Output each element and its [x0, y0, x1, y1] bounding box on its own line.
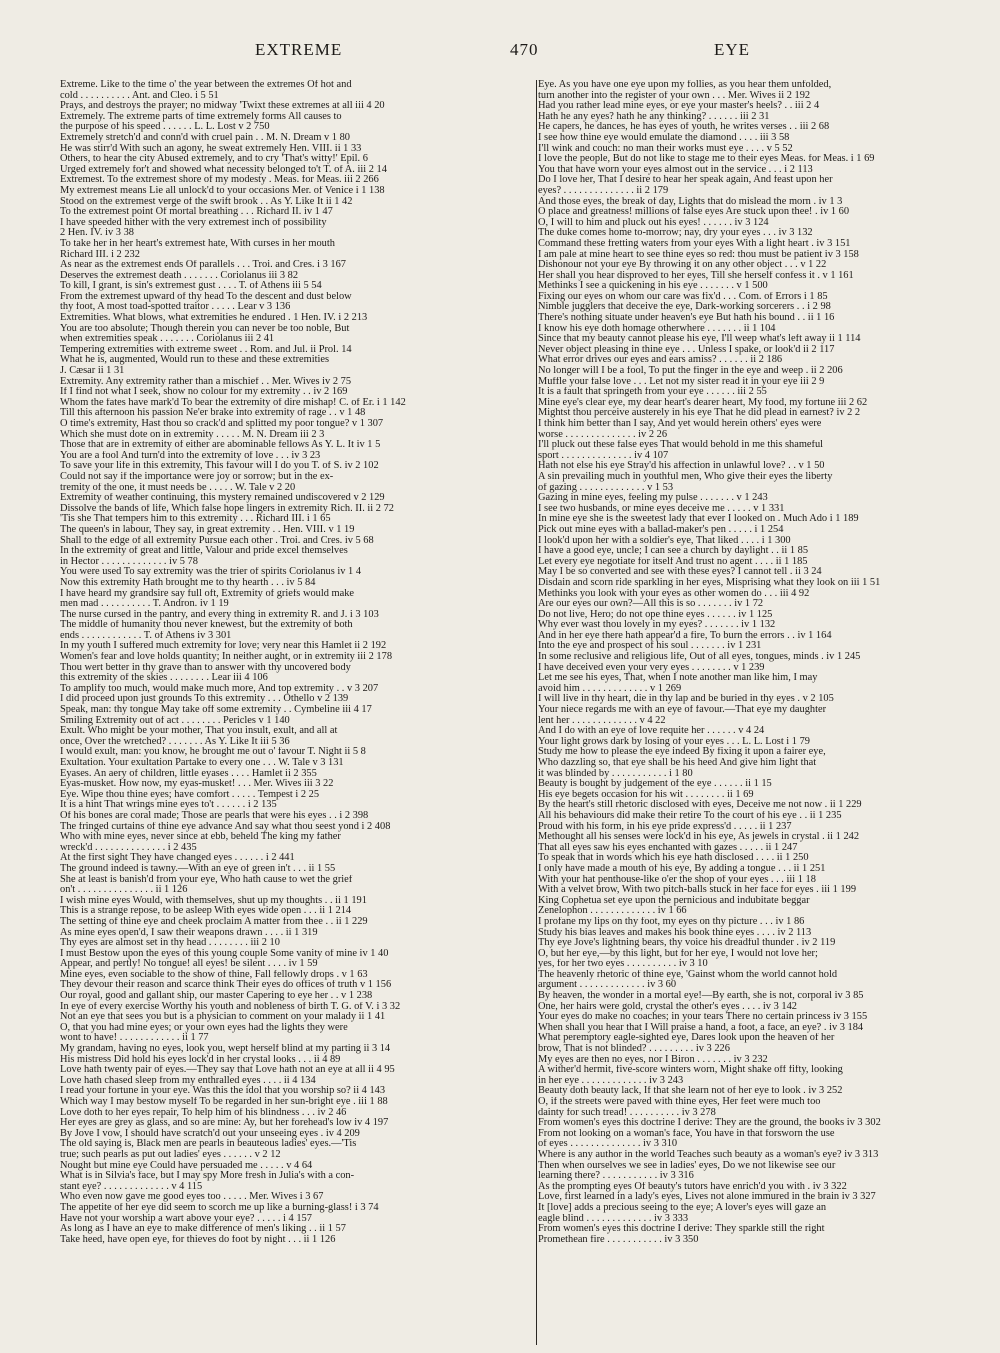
concordance-line: As near as the extremest ends Of parallels . . . Troi. and Cres. i 3 167: [60, 260, 346, 271]
concordance-line: Study me how to please the eye indeed By fixing it upon a fairer eye,: [538, 747, 826, 758]
concordance-line: true; such pearls as put out ladies' eyes . . . . . . v 2 12: [60, 1149, 281, 1160]
concordance-line: With your hat penthouse-like o'er the shop of your eyes . . . iii 1 18: [538, 874, 816, 885]
concordance-line: One, her hairs were gold, crystal the other's eyes . . . . iv 3 142: [538, 1001, 797, 1012]
concordance-line: To save your life in this extremity, This favour will I do you T. of S. iv 2 102: [60, 461, 379, 472]
concordance-line: Extremity. Any extremity rather than a mischief . . Mer. Wives iv 2 75: [60, 376, 352, 387]
concordance-line: the purpose of his speed . . . . . . L. L. Lost v 2 750: [60, 122, 270, 133]
concordance-line: Till this afternoon his passion Ne'er brake into extremity of rage . . v 1 48: [60, 408, 366, 419]
concordance-line: argument . . . . . . . . . . . . . iv 3 60: [538, 980, 677, 991]
concordance-line: The fringed curtains of thine eye advance And say what thou seest yond i 2 408: [60, 821, 391, 832]
concordance-line: it was blinded by . . . . . . . . . . . i 1 80: [538, 768, 693, 779]
concordance-line: It [love] adds a precious seeing to the eye; A lover's eyes will gaze an: [538, 1202, 827, 1213]
concordance-line: of gazing . . . . . . . . . . . . . v 1 53: [538, 482, 674, 493]
concordance-line: He capers, he dances, he has eyes of youth, he writes verses . . iii 2 68: [538, 122, 830, 133]
concordance-line: eyes? . . . . . . . . . . . . . . ii 2 179: [538, 185, 669, 196]
concordance-line: Deserves the extremest death . . . . . . . Coriolanus iii 3 82: [60, 270, 299, 281]
concordance-line: worse . . . . . . . . . . . . . . iv 2 26: [538, 429, 668, 440]
concordance-line: Extremity of weather continuing, this mystery remained undiscovered v 2 129: [60, 493, 385, 504]
concordance-line: King Cophetua set eye upon the pernicious and indubitate beggar: [538, 895, 810, 906]
concordance-line: Methinks you look with your eyes as other women do . . . iii 4 92: [538, 588, 810, 599]
concordance-line: It is a hint That wrings mine eyes to't . . . . . . i 2 135: [60, 800, 277, 811]
concordance-line: By heaven, the wonder in a mortal eye!—By earth, she is not, corporal iv 3 85: [538, 991, 864, 1002]
concordance-line: Your eyes do make no coaches; in your tears There no certain princess iv 3 155: [538, 1012, 868, 1023]
concordance-line: Urged extremely for't and showed what necessity belonged to't T. of A. iii 2 14: [60, 164, 387, 175]
concordance-line: Who even now gave me good eyes too . . . . . Mer. Wives i 3 67: [60, 1192, 324, 1203]
concordance-line: From women's eyes this doctrine I derive: They are the ground, the books iv 3 302: [538, 1118, 881, 1129]
concordance-line: When shall you hear that I Will praise a hand, a foot, a face, an eye? . iv 3 184: [538, 1022, 864, 1033]
concordance-line: The heavenly rhetoric of thine eye, 'Gainst whom the world cannot hold: [538, 969, 838, 980]
concordance-line: Those that are in extremity of either are abominable fellows As Y. L. It iv 1 5: [60, 440, 381, 451]
concordance-line: Command these fretting waters from your eyes With a light heart . iv 3 151: [538, 238, 851, 249]
concordance-line: His eye begets occasion for his wit . . . . . . . . ii 1 69: [538, 789, 754, 800]
concordance-line: Then when ourselves we see in ladies' eyes, Do we not likewise see our: [538, 1160, 836, 1171]
concordance-line: Richard III. i 2 232: [60, 249, 140, 260]
concordance-line: on't . . . . . . . . . . . . . . . ii 1 126: [60, 885, 188, 896]
concordance-line: Your light grows dark by losing of your eyes . . . L. L. Lost i 1 79: [538, 736, 810, 747]
concordance-line: lent her . . . . . . . . . . . . . v 4 22: [538, 715, 666, 726]
concordance-line: You are a fool And turn'd into the extremity of love . . . iv 3 23: [60, 450, 321, 461]
concordance-line: wont to have! . . . . . . . . . . . . ii 1 77: [60, 1033, 209, 1044]
concordance-line: Others, to hear the city Abused extremely, and to cry 'That's witty!' Epil. 6: [60, 154, 368, 165]
concordance-line: I have heard my grandsire say full oft, Extremity of griefs would make: [60, 588, 355, 599]
concordance-line: I see two husbands, or mine eyes deceive me . . . . . v 1 331: [538, 503, 785, 514]
concordance-line: Love doth to her eyes repair, To help him of his blindness . . . iv 2 46: [60, 1107, 347, 1118]
concordance-line: To speak that in words which his eye hath disclosed . . . . ii 1 250: [538, 853, 809, 864]
concordance-line: And those eyes, the break of day, Lights that do mislead the morn . iv 1 3: [538, 196, 843, 207]
concordance-line: Extremities. What blows, what extremities he endured . 1 Hen. IV. i 2 213: [60, 313, 368, 324]
concordance-line: I have a good eye, uncle; I can see a church by daylight . . ii 1 85: [538, 546, 809, 557]
concordance-line: Why ever wast thou lovely in my eyes? . . . . . . . iv 1 132: [538, 620, 776, 631]
concordance-line: No longer will I be a fool, To put the finger in the eye and weep . ii 2 206: [538, 366, 843, 377]
concordance-line: Who with mine eyes, never since at ebb, beheld The king my father: [60, 832, 341, 843]
concordance-line: Women's fear and love holds quantity; In neither aught, or in extremity iii 2 178: [60, 652, 393, 663]
concordance-line: I'll pluck out these false eyes That would behold in me this shameful: [538, 440, 824, 451]
concordance-line: Extremest. To the extremest shore of my modesty . Meas. for Meas. iii 2 266: [60, 175, 379, 186]
concordance-line: You that have worn your eyes almost out in the service . . . i 2 113: [538, 164, 813, 175]
concordance-line: Love hath chased sleep from my enthralled eyes . . . . ii 4 134: [60, 1075, 316, 1086]
concordance-line: By the heart's still rhetoric disclosed with eyes, Deceive me not now . ii 1 229: [538, 800, 862, 811]
concordance-line: Gazing in mine eyes, feeling my pulse . . . . . . . v 1 243: [538, 493, 768, 504]
concordance-line: To kill, I grant, is sin's extremest gust . . . . T. of Athens iii 5 54: [60, 281, 322, 292]
concordance-line: Appear, and pertly! No tongue! all eyes! be silent . . . . iv 1 59: [60, 959, 318, 970]
concordance-line: With a velvet brow, With two pitch-balls stuck in her face for eyes . iii 1 199: [538, 885, 857, 896]
concordance-line: Stood on the extremest verge of the swift brook . . As Y. Like It ii 1 42: [60, 196, 353, 207]
concordance-line: Pick out mine eyes with a ballad-maker's pen . . . . . i 1 254: [538, 524, 784, 535]
concordance-line: of eyes . . . . . . . . . . . . . . iv 3 310: [538, 1139, 678, 1150]
concordance-line: Our royal, good and gallant ship, our master Capering to eye her . . v 1 238: [60, 991, 373, 1002]
concordance-line: There's nothing situate under heaven's eye But hath his bound . . ii 1 16: [538, 313, 835, 324]
concordance-line: Had you rather lead mine eyes, or eye your master's heels? . . iii 2 4: [538, 101, 820, 112]
concordance-line: Beauty is bought by judgement of the eye . . . . . . ii 1 15: [538, 779, 772, 790]
concordance-line: Methought all his senses were lock'd in his eye, As jewels in crystal . ii 1 242: [538, 832, 860, 843]
concordance-line: 'Tis she That tempers him to this extremity . . . Richard III. i 1 65: [60, 514, 331, 525]
concordance-line: Do I love her, That I desire to hear her speak again, And feast upon her: [538, 175, 833, 186]
concordance-line: Speak, man: thy tongue May take off some extremity . . Cymbeline iii 4 17: [60, 705, 372, 716]
concordance-line: Thou wert better in thy grave than to answer with thy uncovered body: [60, 662, 351, 673]
concordance-line: I only have made a mouth of his eye, By adding a tongue . . . ii 1 251: [538, 863, 826, 874]
concordance-line: I'll wink and couch: no man their works must eye . . . . v 5 52: [538, 143, 793, 154]
concordance-line: Love, first learned in a lady's eyes, Lives not alone immured in the brain iv 3 327: [538, 1192, 876, 1203]
concordance-line: Thy eyes are almost set in thy head . . . . . . . . iii 2 10: [60, 938, 280, 949]
concordance-line: I love the people, But do not like to stage me to their eyes Meas. for Meas. i 1 69: [538, 154, 875, 165]
concordance-line: What peremptory eagle-sighted eye, Dares look upon the heaven of her: [538, 1033, 835, 1044]
concordance-line: Dishonour not your eye By throwing it on any other object . . . v 1 22: [538, 260, 827, 271]
concordance-line: Mightst thou perceive austerely in his eye That he did plead in earnest? iv 2 2: [538, 408, 861, 419]
page-number: 470: [510, 40, 539, 59]
concordance-line: Whom the fates have mark'd To bear the extremity of dire mishap! C. of Er. i 1 142: [60, 397, 406, 408]
concordance-line: Eyases. An aery of children, little eyases . . . . Hamlet ii 2 355: [60, 768, 317, 779]
concordance-line: The setting of thine eye and cheek proclaim A matter from thee . . ii 1 229: [60, 916, 368, 927]
concordance-line: To take her in her heart's extremest hate, With curses in her mouth: [60, 238, 335, 249]
concordance-line: I must Bestow upon the eyes of this young couple Some vanity of mine iv 1 40: [60, 948, 389, 959]
concordance-line: Eyas-musket. How now, my eyas-musket! . . . Mer. Wives iii 3 22: [60, 779, 334, 790]
concordance-line: Promethean fire . . . . . . . . . . . iv 3 350: [538, 1234, 699, 1245]
concordance-line: My grandam, having no eyes, look you, wept herself blind at my parting ii 3 14: [60, 1044, 391, 1055]
concordance-line: Disdain and scorn ride sparkling in her eyes, Misprising what they look on iii 1 51: [538, 577, 881, 588]
columns: [60, 80, 950, 1345]
concordance-line: Hath he any eyes? hath he any thinking? . . . . . . iii 2 31: [538, 111, 770, 122]
concordance-line: The middle of humanity thou never knewest, but the extremity of both: [60, 620, 353, 631]
concordance-line: stant eye? . . . . . . . . . . . . . v 4 115: [60, 1181, 203, 1192]
concordance-line: As the prompting eyes Of beauty's tutors have enrich'd you with . iv 3 322: [538, 1181, 847, 1192]
concordance-line: My extremest means Lie all unlock'd to your occasions Mer. of Venice i 1 138: [60, 185, 385, 196]
concordance-line: Mine eyes, even sociable to the show of thine, Fall fellowly drops . v 1 63: [60, 969, 368, 980]
concordance-line: in Hector . . . . . . . . . . . . . iv 5 78: [60, 556, 198, 567]
concordance-line: Tempering extremities with extreme sweet . . Rom. and Jul. ii Prol. 14: [60, 344, 352, 355]
concordance-line: Are our eyes our own?—All this is so . . . . . . . iv 1 72: [538, 599, 764, 610]
concordance-line: This is a strange repose, to be asleep With eyes wide open . . . ii 1 214: [60, 906, 352, 917]
concordance-line: Which she must dote on in extremity . . . . . M. N. Dream iii 2 3: [60, 429, 325, 440]
concordance-line: Exult. Who might be your mother, That you insult, exult, and all at: [60, 726, 338, 737]
concordance-line: In some reclusive and religious life, Out of all eyes, tongues, minds . iv 1 245: [538, 652, 861, 663]
concordance-line: In eye of every exercise Worthy his youth and nobleness of birth T. G. of V. i 3 32: [60, 1001, 401, 1012]
concordance-line: wreck'd . . . . . . . . . . . . . . i 2 435: [60, 842, 197, 853]
concordance-line: Let every eye negotiate for itself And trust no agent . . . . ii 1 185: [538, 556, 808, 567]
concordance-line: O place and greatness! millions of false eyes Are stuck upon thee! . iv 1 60: [538, 207, 850, 218]
concordance-line: Love hath twenty pair of eyes.—They say that Love hath not an eye at all ii 4 95: [60, 1065, 395, 1076]
concordance-line: All his behaviours did make their retire To the court of his eye . . ii 1 235: [538, 810, 842, 821]
concordance-line: Extremely stretch'd and conn'd with cruel pain . . M. N. Dream v 1 80: [60, 132, 350, 143]
concordance-line: Nought but mine eye Could have persuaded me . . . . . v 4 64: [60, 1160, 313, 1171]
concordance-line: The ground indeed is tawny.—With an eye of green in't . . . ii 1 55: [60, 863, 336, 874]
concordance-line: I read your fortune in your eye. Was this the idol that you worship so? ii 4 143: [60, 1086, 386, 1097]
concordance-line: Methinks I see a quickening in his eye . . . . . . . v 1 500: [538, 281, 768, 292]
concordance-line: If I find not what I seek, show no colour for my extremity . . iv 2 169: [60, 387, 348, 398]
concordance-line: They devour their reason and scarce think Their eyes do offices of truth v 1 156: [60, 980, 392, 991]
concordance-line: dainty for such tread! . . . . . . . . . . iv 3 278: [538, 1107, 716, 1118]
left-column: [60, 80, 532, 1345]
concordance-line: O, but her eye,—by this light, but for her eye, I would not love her;: [538, 948, 818, 959]
concordance-line: Proud with his form, in his eye pride express'd . . . . . ii 1 237: [538, 821, 792, 832]
concordance-line: In the extremity of great and little, Valour and pride excel themselves: [60, 546, 348, 557]
concordance-line: Your niece regards me with an eye of favour.—That eye my daughter: [538, 705, 827, 716]
concordance-line: You are too absolute; Though therein you can never be too noble, But: [60, 323, 350, 334]
concordance-line: O, I will to him and pluck out his eyes! . . . . . . iv 3 124: [538, 217, 769, 228]
concordance-line: To the extremest point Of mortal breathing . . . Richard II. iv 1 47: [60, 207, 333, 218]
right-column: [538, 80, 950, 1345]
concordance-line: Which way I may bestow myself To be regarded in her sun-bright eye . iii 1 88: [60, 1097, 388, 1107]
concordance-line: As mine eyes open'd, I saw their weapons drawn . . . . ii 1 319: [60, 927, 318, 938]
concordance-line: I would exult, man: you know, he brought me out o' favour T. Night ii 5 8: [60, 747, 366, 758]
concordance-line: Her eyes are grey as glass, and so are mine: Ay, but her forehead's low iv 4 197: [60, 1118, 389, 1129]
concordance-line: sport . . . . . . . . . . . . . . iv 4 107: [538, 450, 669, 461]
page-header: [60, 40, 940, 70]
concordance-line: By Jove I vow, I should have scratch'd out your unseeing eyes . iv 4 209: [60, 1128, 360, 1139]
concordance-line: J. Cæsar ii 1 31: [60, 366, 125, 377]
concordance-line: Where is any author in the world Teaches such beauty as a woman's eye? iv 3 313: [538, 1149, 879, 1160]
concordance-line: I profane my lips on thy foot, my eyes on thy picture . . . iv 1 86: [538, 916, 805, 927]
concordance-line: Extreme. Like to the time o' the year between the extremes Of hot and: [60, 80, 352, 90]
concordance-line: eagle blind . . . . . . . . . . . . . iv 3 333: [538, 1213, 689, 1224]
concordance-line: The duke comes home to-morrow; nay, dry your eyes . . . iv 3 132: [538, 228, 813, 239]
concordance-line: I did proceed upon just grounds To this extremity . . . Othello v 2 139: [60, 694, 349, 705]
concordance-line: What he is, augmented, Would run to these and these extremities: [60, 355, 330, 366]
concordance-line: Let me see his eyes, That, when I note another man like him, I may: [538, 673, 818, 684]
concordance-line: May I be so converted and see with these eyes? I cannot tell . ii 3 24: [538, 567, 822, 578]
concordance-line: Take heed, have open eye, for thieves do foot by night . . . ii 1 126: [60, 1234, 336, 1245]
concordance-line: thy foot, A most toad-spotted traitor . . . . . Lear v 3 136: [60, 302, 291, 313]
concordance-line: You were used To say extremity was the trier of spirits Coriolanus iv 1 4: [60, 567, 362, 578]
concordance-line: Her shall you hear disproved to her eyes, Till she herself confess it . v 1 161: [538, 270, 854, 281]
concordance-line: The appetite of her eye did seem to scorch me up like a burning-glass! i 3 74: [60, 1202, 379, 1213]
concordance-line: ends . . . . . . . . . . . . T. of Athens iv 3 301: [60, 630, 232, 641]
concordance-line: And I do with an eye of love requite her . . . . . . v 4 24: [538, 726, 765, 737]
concordance-line: A wither'd hermit, five-score winters worn, Might shake off fifty, looking: [538, 1065, 843, 1076]
concordance-line: To amplify too much, would make much more, And top extremity . . v 3 207: [60, 683, 379, 694]
concordance-line: I see how thine eye would emulate the diamond . . . . iii 3 58: [538, 132, 790, 143]
left-guide-word: EXTREME: [255, 40, 343, 59]
concordance-line: Study his bias leaves and makes his book thine eyes . . . . iv 2 113: [538, 927, 812, 938]
concordance-line: The nurse cursed in the pantry, and every thing in extremity R. and J. i 3 103: [60, 609, 379, 620]
concordance-line: The queen's in labour, They say, in great extremity . . Hen. VIII. v 1 19: [60, 524, 355, 535]
concordance-line: The old saying is, Black men are pearls in beauteous ladies' eyes.—'Tis: [60, 1139, 357, 1150]
concordance-line: I have deceived even your very eyes . . . . . . . . v 1 239: [538, 662, 765, 673]
concordance-line: I wish mine eyes Would, with themselves, shut up my thoughts . . ii 1 191: [60, 895, 367, 906]
concordance-line: avoid him . . . . . . . . . . . . . v 1 269: [538, 683, 682, 694]
concordance-line: As long as I have an eye to make difference of men's liking . . ii 1 57: [60, 1224, 346, 1235]
concordance-line: Have not your worship a wart above your eye? . . . . . i 4 157: [60, 1213, 312, 1224]
concordance-line: Into the eye and prospect of his soul . . . . . . . iv 1 231: [538, 641, 762, 652]
concordance-line: this extremity of the skies . . . . . . . . Lear iii 4 106: [60, 673, 268, 684]
concordance-line: Could not say if the importance were joy or sorrow; but in the ex-: [60, 471, 334, 482]
concordance-line: men mad . . . . . . . . . . T. Andron. iv 1 19: [60, 599, 229, 610]
concordance-line: Who dazzling so, that eye shall be his heed And give him light that: [538, 758, 817, 768]
concordance-line: I think him better than I say, And yet would herein others' eyes were: [538, 419, 822, 429]
right-guide-word: EYE: [713, 40, 750, 59]
concordance-line: His mistress Did hold his eyes lock'd in her crystal looks . . . ii 4 89: [60, 1054, 341, 1065]
concordance-line: From the extremest upward of thy head To the descent and dust below: [60, 291, 352, 302]
concordance-line: What is in Silvia's face, but I may spy More fresh in Julia's with a con-: [60, 1171, 355, 1182]
concordance-line: Dissolve the bands of life, Which false hope lingers in extremity Rich. II. ii 2 72: [60, 503, 394, 514]
concordance-line: Smiling Extremity out of act . . . . . . . . Pericles v 1 140: [60, 715, 290, 726]
concordance-line: when extremities speak . . . . . . . Coriolanus iii 2 41: [60, 334, 275, 345]
concordance-line: In mine eye she is the sweetest lady that ever I looked on . Much Ado i 1 189: [538, 514, 859, 525]
concordance-line: I look'd upon her with a soldier's eye, That liked . . . . i 1 300: [538, 535, 791, 546]
concordance-line: Fixing our eyes on whom our care was fix'd . . . Com. of Errors i 1 85: [538, 291, 828, 302]
concordance-line: turn another into the register of your own . . . Mer. Wives ii 2 192: [538, 90, 811, 101]
concordance-line: And in her eye there hath appear'd a fire, To burn the errors . . iv 1 164: [538, 630, 832, 641]
concordance-line: Extremely. The extreme parts of time extremely forms All causes to: [60, 111, 342, 122]
concordance-line: That all eyes saw his eyes enchanted with gazes . . . . . ii 1 247: [538, 842, 798, 853]
concordance-line: O, that you had mine eyes; or your own eyes had the lights they were: [60, 1022, 348, 1033]
concordance-line: Muffle your false love . . . Let not my sister read it in your eye iii 2 9: [538, 376, 825, 387]
concordance-line: He was stirr'd With such an agony, he sweat extremely Hen. VIII. ii 1 33: [60, 143, 362, 154]
concordance-line: in her eye . . . . . . . . . . . . . iv 3 243: [538, 1075, 684, 1086]
concordance-line: A sin prevailing much in youthful men, Who give their eyes the liberty: [538, 471, 833, 482]
concordance-line: Now this extremity Hath brought me to thy hearth . . . iv 5 84: [60, 577, 316, 588]
concordance-line: In my youth I suffered much extremity for love; very near this Hamlet ii 2 192: [60, 641, 387, 652]
concordance-line: Not an eye that sees you but is a physician to comment on your malady ii 1 41: [60, 1012, 386, 1023]
concordance-line: Eye. As you have one eye upon my follies, as you hear them unfolded,: [538, 80, 832, 90]
concordance-line: Of his bones are coral made; Those are pearls that were his eyes . . i 2 398: [60, 810, 369, 821]
concordance-line: Eye. Wipe thou thine eyes; have comfort . . . . . Tempest i 2 25: [60, 789, 320, 800]
concordance-line: From women's eyes this doctrine I derive: They sparkle still the right: [538, 1224, 825, 1235]
concordance-line: learning there? . . . . . . . . . . . iv 3 316: [538, 1171, 694, 1182]
concordance-line: cold . . . . . . . . . . Ant. and Cleo. i 5 51: [60, 90, 219, 101]
concordance-line: brow, That is not blinded? . . . . . . . . . iv 3 226: [538, 1044, 730, 1055]
concordance-line: Since that my beauty cannot please his eye, I'll weep what's left away ii 1 114: [538, 334, 861, 345]
concordance-line: She at least is banish'd from your eye, Who hath cause to wet the grief: [60, 874, 353, 885]
concordance-line: I know his eye doth homage otherwhere . . . . . . . ii 1 104: [538, 323, 776, 334]
concordance-line: once, Over the wretched? . . . . . . . As Y. Like It iii 5 36: [60, 736, 290, 747]
concordance-line: At the first sight They have changed eyes . . . . . . i 2 441: [60, 853, 295, 864]
concordance-line: O time's extremity, Hast thou so crack'd and splitted my poor tongue? v 1 307: [60, 419, 384, 429]
concordance-line: I am pale at mine heart to see thine eyes so red: thou must be patient iv 3 158: [538, 249, 859, 260]
concordance-line: I have speeded hither with the very extremest inch of possibility: [60, 217, 327, 228]
concordance-line: Shall to the edge of all extremity Pursue each other . Troi. and Cres. iv 5 68: [60, 535, 374, 546]
concordance-line: Never object pleasing in thine eye . . . Unless I spake, or look'd ii 2 117: [538, 344, 835, 355]
concordance-line: Beauty doth beauty lack, If that she learn not of her eye to look . iv 3 252: [538, 1086, 843, 1097]
concordance-line: tremity of the one, it must needs be . . . . . W. Tale v 2 20: [60, 482, 296, 493]
concordance-line: O, if the streets were paved with thine eyes, Her feet were much too: [538, 1097, 821, 1107]
concordance-line: 2 Hen. IV. iv 3 38: [60, 228, 134, 239]
concordance-line: Prays, and destroys the prayer; no midway 'Twixt these extremes at all iii 4 20: [60, 101, 385, 112]
concordance-line: Exultation. Your exultation Partake to every one . . . W. Tale v 3 131: [60, 758, 344, 768]
concordance-line: What error drives our eyes and ears amiss? . . . . . . ii 2 186: [538, 355, 783, 366]
concordance-line: Mine eye's clear eye, my dear heart's dearer heart, My food, my fortune iii 2 62: [538, 397, 868, 408]
concordance-line: Thy eye Jove's lightning bears, thy voice his dreadful thunder . iv 2 119: [538, 938, 836, 949]
concordance-line: Zenelophon . . . . . . . . . . . . . iv 1 66: [538, 906, 687, 917]
concordance-line: It is a fault that springeth from your eye . . . . . . iii 2 55: [538, 387, 767, 398]
concordance-line: yes, for her two eyes . . . . . . . . . . iv 3 10: [538, 959, 708, 970]
concordance-line: From not looking on a woman's face, You have in that forsworn the use: [538, 1128, 835, 1139]
concordance-line: Do not live, Hero; do not ope thine eyes . . . . . . iv 1 125: [538, 609, 773, 620]
concordance-line: Nimble jugglers that deceive the eye, Dark-working sorcerers . . i 2 98: [538, 302, 831, 313]
concordance-line: I will live in thy heart, die in thy lap and be buried in thy eyes . v 2 105: [538, 694, 834, 705]
concordance-line: Hath not else his eye Stray'd his affection in unlawful love? . . v 1 50: [538, 461, 825, 472]
concordance-line: My eyes are then no eyes, nor I Biron . . . . . . . iv 3 232: [538, 1054, 768, 1065]
